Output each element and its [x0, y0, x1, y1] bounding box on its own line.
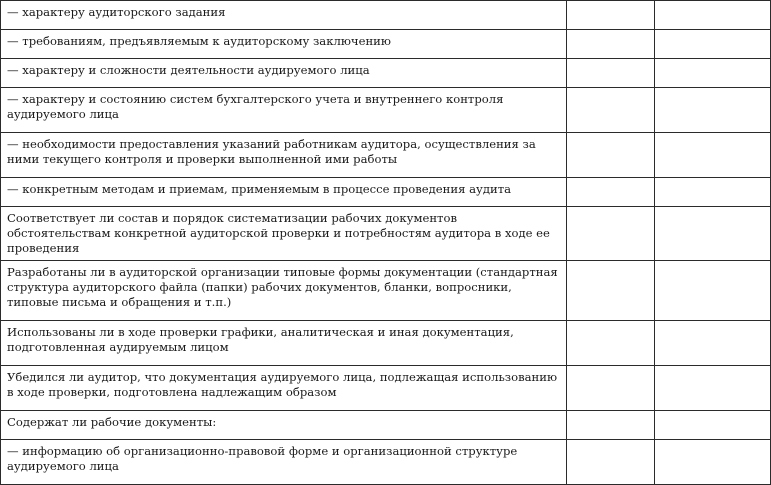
comment-cell — [655, 261, 771, 321]
question-cell: Соответствует ли состав и порядок систематизации рабочих документов обстоятельствам конкретной аудиторской проверки и потребностям аудитора в ходе ее проведения — [1, 207, 567, 261]
comment-cell — [655, 207, 771, 261]
comment-cell — [655, 321, 771, 366]
answer-cell — [567, 1, 655, 30]
comment-cell — [655, 59, 771, 88]
comment-cell — [655, 411, 771, 440]
table-row — [1, 88, 771, 133]
table-row — [1, 366, 771, 411]
table-row — [1, 133, 771, 178]
question-cell: — характеру и сложности деятельности аудируемого лица — [1, 59, 567, 88]
question-cell: — характеру и состоянию систем бухгалтерского учета и внутреннего контроля аудируемого лица — [1, 88, 567, 133]
comment-cell — [655, 366, 771, 411]
answer-cell — [567, 261, 655, 321]
table-row — [1, 321, 771, 366]
question-cell: — необходимости предоставления указаний работникам аудитора, осуществления за ними текущего контроля и проверки выполненной ими работы — [1, 133, 567, 178]
comment-cell — [655, 178, 771, 207]
answer-cell — [567, 321, 655, 366]
table-row — [1, 178, 771, 207]
question-cell: — требованиям, предъявляемым к аудиторскому заключению — [1, 30, 567, 59]
table-row — [1, 30, 771, 59]
question-cell: — информацию об организационно-правовой форме и организационной структуре аудируемого лица — [1, 440, 567, 485]
question-cell: Содержат ли рабочие документы: — [1, 411, 567, 440]
comment-cell — [655, 440, 771, 485]
question-cell: — характеру аудиторского задания — [1, 1, 567, 30]
question-cell: Убедился ли аудитор, что документация аудируемого лица, подлежащая использованию в ходе проверки, подготовлена надлежащим образом — [1, 366, 567, 411]
question-cell: Разработаны ли в аудиторской организации типовые формы документации (стандартная структура аудиторского файла (папки) рабочих документов, бланки, вопросники, типовые письма и обращения и т.п.) — [1, 261, 567, 321]
comment-cell — [655, 88, 771, 133]
comment-cell — [655, 30, 771, 59]
comment-cell — [655, 133, 771, 178]
table-row — [1, 1, 771, 30]
answer-cell — [567, 178, 655, 207]
table-row — [1, 59, 771, 88]
answer-cell — [567, 411, 655, 440]
answer-cell — [567, 88, 655, 133]
comment-cell — [655, 1, 771, 30]
answer-cell — [567, 59, 655, 88]
table-row — [1, 440, 771, 485]
answer-cell — [567, 440, 655, 485]
answer-cell — [567, 30, 655, 59]
answer-cell — [567, 207, 655, 261]
answer-cell — [567, 366, 655, 411]
table-row — [1, 207, 771, 261]
answer-cell — [567, 133, 655, 178]
table-row — [1, 261, 771, 321]
table-row — [1, 411, 771, 440]
question-cell: Использованы ли в ходе проверки графики, аналитическая и иная документация, подготовленная аудируемым лицом — [1, 321, 567, 366]
question-cell: — конкретным методам и приемам, применяемым в процессе проведения аудита — [1, 178, 567, 207]
